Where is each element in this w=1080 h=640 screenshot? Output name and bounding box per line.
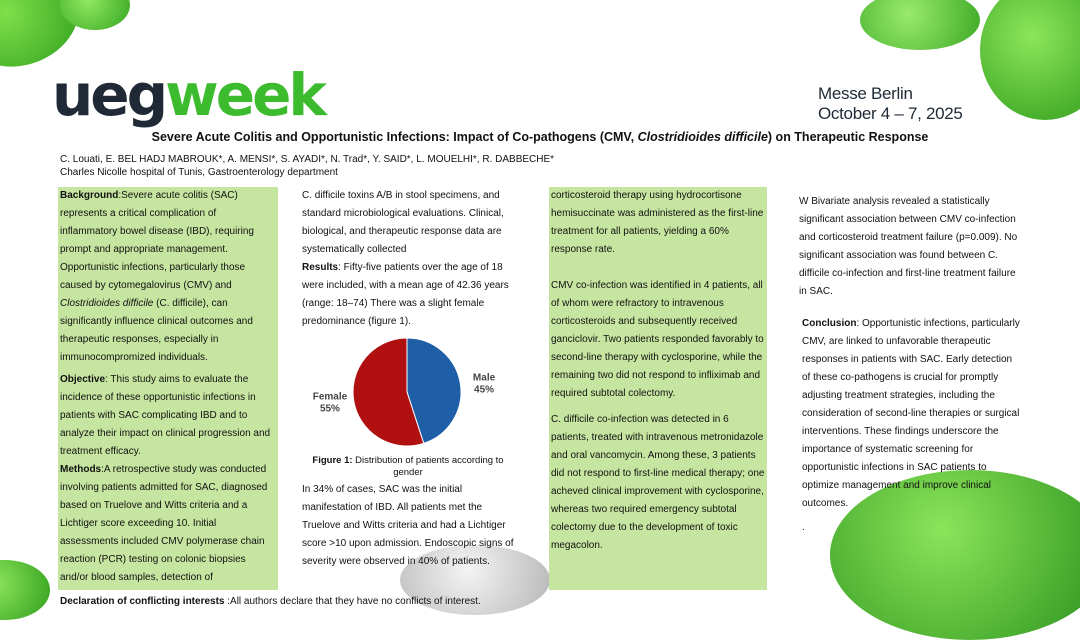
figure-label: Figure 1: [312,455,353,466]
cdifficile-paragraph: C. difficile co-infection was detected in 6 patients, treated with intravenous metronidazole and oral vancomycin. Among these, 3 patients did not respond to first-line medical therapy; one acheved clinical improvement with cyclosporine, whereas two required emergency subtotal colectomy due to the development of toxic megacolon. [551,414,765,551]
pie-label-male: Male [472,372,496,384]
venue-location: Messe Berlin [818,84,913,103]
cmv-paragraph: CMV co-infection was identified in 4 patients, all of whom were refractory to intravenous corticosteroids and subsequently received ganciclovir. Two patients responded favorably to second-line therapy with cyclosporine, while the remaining two did not respond to infliximab and required subtotal colectomy. [551,280,764,399]
logo-week: week [165,61,324,129]
pie-value-male: 45% [474,384,495,396]
methods-continued: C. difficile toxins A/B in stool specimens, and standard microbiological evaluations. Clinical, biological, and therapeutic response data are systematically collected [302,190,504,255]
results-paragraph: Results: Fifty-five patients over the age of 18 were included, with a mean age of 42.36 years (range: 18–74) There was a slight female predominance (figure 1). [302,262,509,327]
pie-value-female: 55% [319,403,340,415]
logo-ueg: ueg [52,61,166,129]
poster-title: Severe Acute Colitis and Opportunistic Infections: Impact of Co-pathogens (CMV, Clostridioides difficile) on Therapeutic Response [151,130,929,144]
conclusion-paragraph: Conclusion: Opportunistic infections, particularly CMV, are linked to unfavorable therapeutic responses in patients with SAC. Early detection of these co-pathogens is crucial for promptly adjusting treatment strategies, including the consideration of second-line therapies or surgical interventions. These findings underscore the importance of systematic screening for opportunistic infections in SAC patients to optimize management and improve clinical outcomes. [802,318,1020,509]
initial-manifestation-paragraph: In 34% of cases, SAC was the initial manifestation of IBD. All patients met the Truelove and Witts criteria and had a Lichtiger score >10 upon admission. Endoscopic signs of severity were observed in 40% of patients. [302,484,514,567]
affiliation: Charles Nicolle hospital of Tunis, Gastroenterology department [60,167,338,178]
conclusion-label: Conclusion [802,318,857,329]
column-4 [799,193,1021,537]
results-label: Results [302,262,339,273]
bivariate-paragraph: W Bivariate analysis revealed a statistically significant association between CMV co-infection and corticosteroid treatment failure (p=0.009). No significant association was found between C. difficile co-infection and first-line treatment failure in SAC. [799,196,1018,297]
decor-blob-top-right-2 [860,0,980,50]
column-2 [302,187,520,331]
corticosteroid-paragraph: corticosteroid therapy using hydrocortisone hemisuccinate was administered as the first-line treatment for all patients, yielding a 60% response rate. [551,190,764,255]
methods-label: Methods [60,464,102,475]
decor-blob-top-right [980,0,1080,120]
pie-svg [300,330,520,455]
background-paragraph: Background:Severe acute colitis (SAC) represents a critical complication of inflammatory bowel disease (IBD), requiring prompt and appropriate management. Opportunistic infections, particularly those caused by cytomegalovirus (CMV) and Clostridioides difficile (C. difficile), can significantly influence clinical outcomes and therapeutic responses, especially in immunocompromized individuals. [60,190,254,363]
objective-label: Objective [60,374,106,385]
venue-dates: October 4 – 7, 2025 [818,104,963,123]
column-2-lower [302,481,520,571]
authors-block [60,153,554,179]
trailing-dot: . [802,522,805,533]
background-label: Background [60,190,119,201]
pie-label-female: Female [312,391,348,403]
conflict-of-interest: Declaration of conflicting interests :All authors declare that they have no conflicts of interest. [60,596,481,607]
author-list: C. Louati, E. BEL HADJ MABROUK*, A. MENSI*, S. AYADI*, N. Trad*, Y. SAID*, L. MOUELHI*, R. DABBECHE* [60,154,555,165]
decor-blob-bottom-left [0,560,50,620]
conflict-label: Declaration of conflicting interests [60,596,225,607]
objective-paragraph: Objective: This study aims to evaluate the incidence of these opportunistic infections in patients with SAC complicating IBD and to analyze their impact on clinical progression and treatment efficacy. [60,374,271,457]
column-3 [549,187,767,590]
methods-paragraph: Methods:A retrospective study was conducted involving patients admitted for SAC, diagnosed based on Truelove and Witts criteria and a Lichtiger score exceeding 10. Initial assessments included CMV polymerase chain reaction (PCR) testing on colonic biopsies and/or blood samples, detection of [60,464,268,583]
figure-caption: Figure 1: Distribution of patients according to gender [312,455,504,478]
venue-block [818,84,963,124]
column-1 [58,187,278,590]
ueg-week-logo [52,61,324,129]
title-italic: Clostridioides difficile [637,130,768,144]
